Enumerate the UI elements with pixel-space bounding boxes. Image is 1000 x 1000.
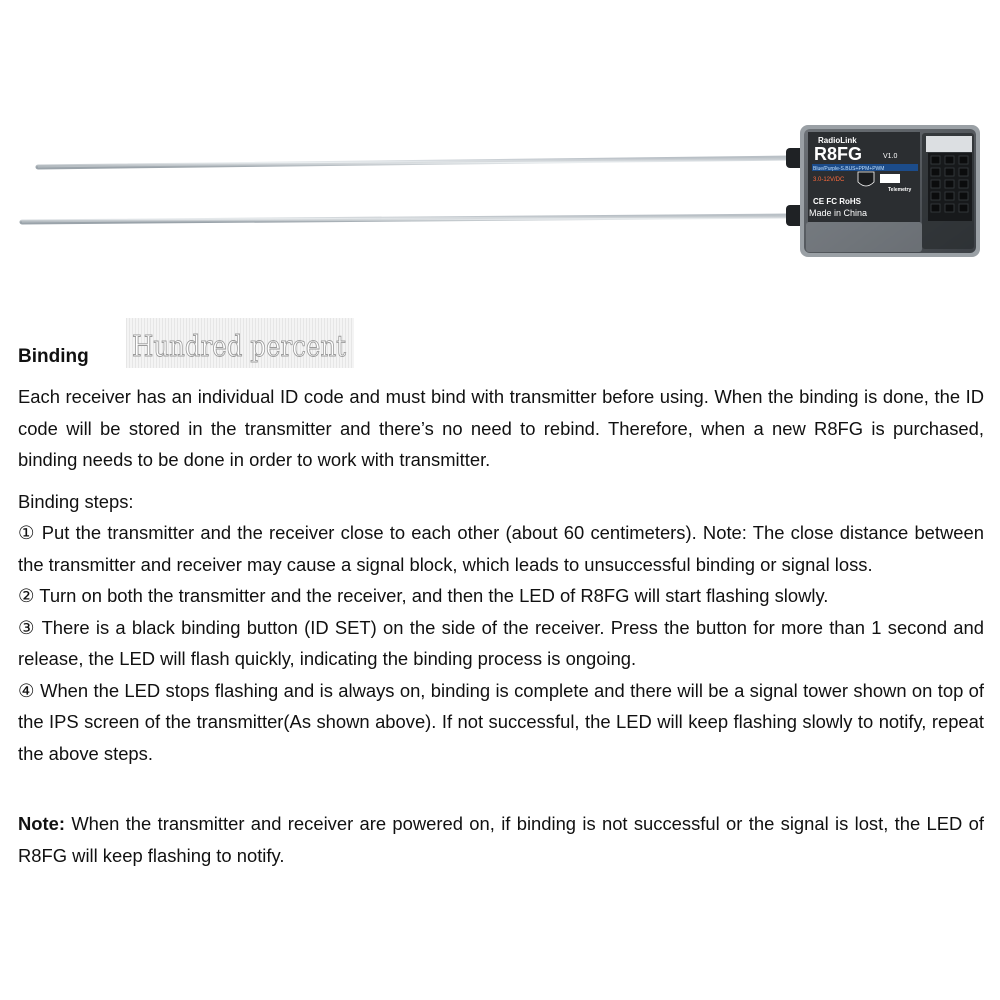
step-item: ③ There is a black binding button (ID SET) on the side of the receiver. Press the button for more than 1 second and release, the LED will flash quickly, indicating the binding process is ongoing. <box>18 616 984 669</box>
section-heading: Binding <box>18 346 89 367</box>
step-item: ② Turn on both the transmitter and the receiver, and then the LED of R8FG will start flashing slowly. <box>18 585 829 606</box>
receiver-label <box>808 132 920 222</box>
binding-heading-row <box>18 318 978 374</box>
voltage-text: 3.0-12V/DC <box>813 177 845 183</box>
brand-text: RadioLink <box>818 136 857 145</box>
step-item: ① Put the transmitter and the receiver close to each other (about 60 centimeters). Note: The close distance between the transmitter and receiver may cause a signal block, which leads to unsuccessful binding or signal loss. <box>18 522 984 575</box>
watermark-badge <box>126 318 354 368</box>
note-paragraph <box>18 808 984 871</box>
certification-text: CE FC RoHS <box>813 197 861 206</box>
servo-pin-header <box>926 136 972 221</box>
steps-title: Binding steps: <box>18 490 134 512</box>
step-item: ④ When the LED stops flashing and is always on, binding is complete and there will be a signal tower shown on top of the IPS screen of the transmitter(As shown above). If not successful, the LED will keep flashing slowly to notify, repeat the above steps. <box>18 679 984 764</box>
watermark-text-graphic <box>126 318 354 368</box>
mode-text: Blue/Purple-S.BUS+PPM+PWM <box>813 166 885 172</box>
telemetry-text: Telemetry <box>888 187 912 193</box>
version-text: V1.0 <box>883 153 898 160</box>
shield-logo-icon <box>858 172 874 186</box>
note-text: When the transmitter and receiver are powered on, if binding is not successful or the signal is lost, the LED of R8FG will keep flashing to notify. <box>18 813 984 866</box>
antenna-wire-top <box>38 158 790 167</box>
model-text: R8FG <box>814 144 863 164</box>
watermark-text: Hundred percent <box>132 329 347 363</box>
origin-text: Made in China <box>809 208 868 218</box>
telemetry-port-icon <box>880 174 900 183</box>
binding-content <box>18 381 984 871</box>
intro-paragraph: Each receiver has an individual ID code and must bind with transmitter before using. When the binding is done, the ID code will be stored in the transmitter and there’s no need to rebind. Therefore, when a new R8FG is purchased, binding needs to be done in order to work with transmitter. <box>18 386 984 470</box>
antenna-wire-bottom <box>22 216 790 222</box>
receiver-image <box>0 0 1000 300</box>
note-label: Note: <box>18 813 65 834</box>
receiver-figure <box>0 0 1000 300</box>
